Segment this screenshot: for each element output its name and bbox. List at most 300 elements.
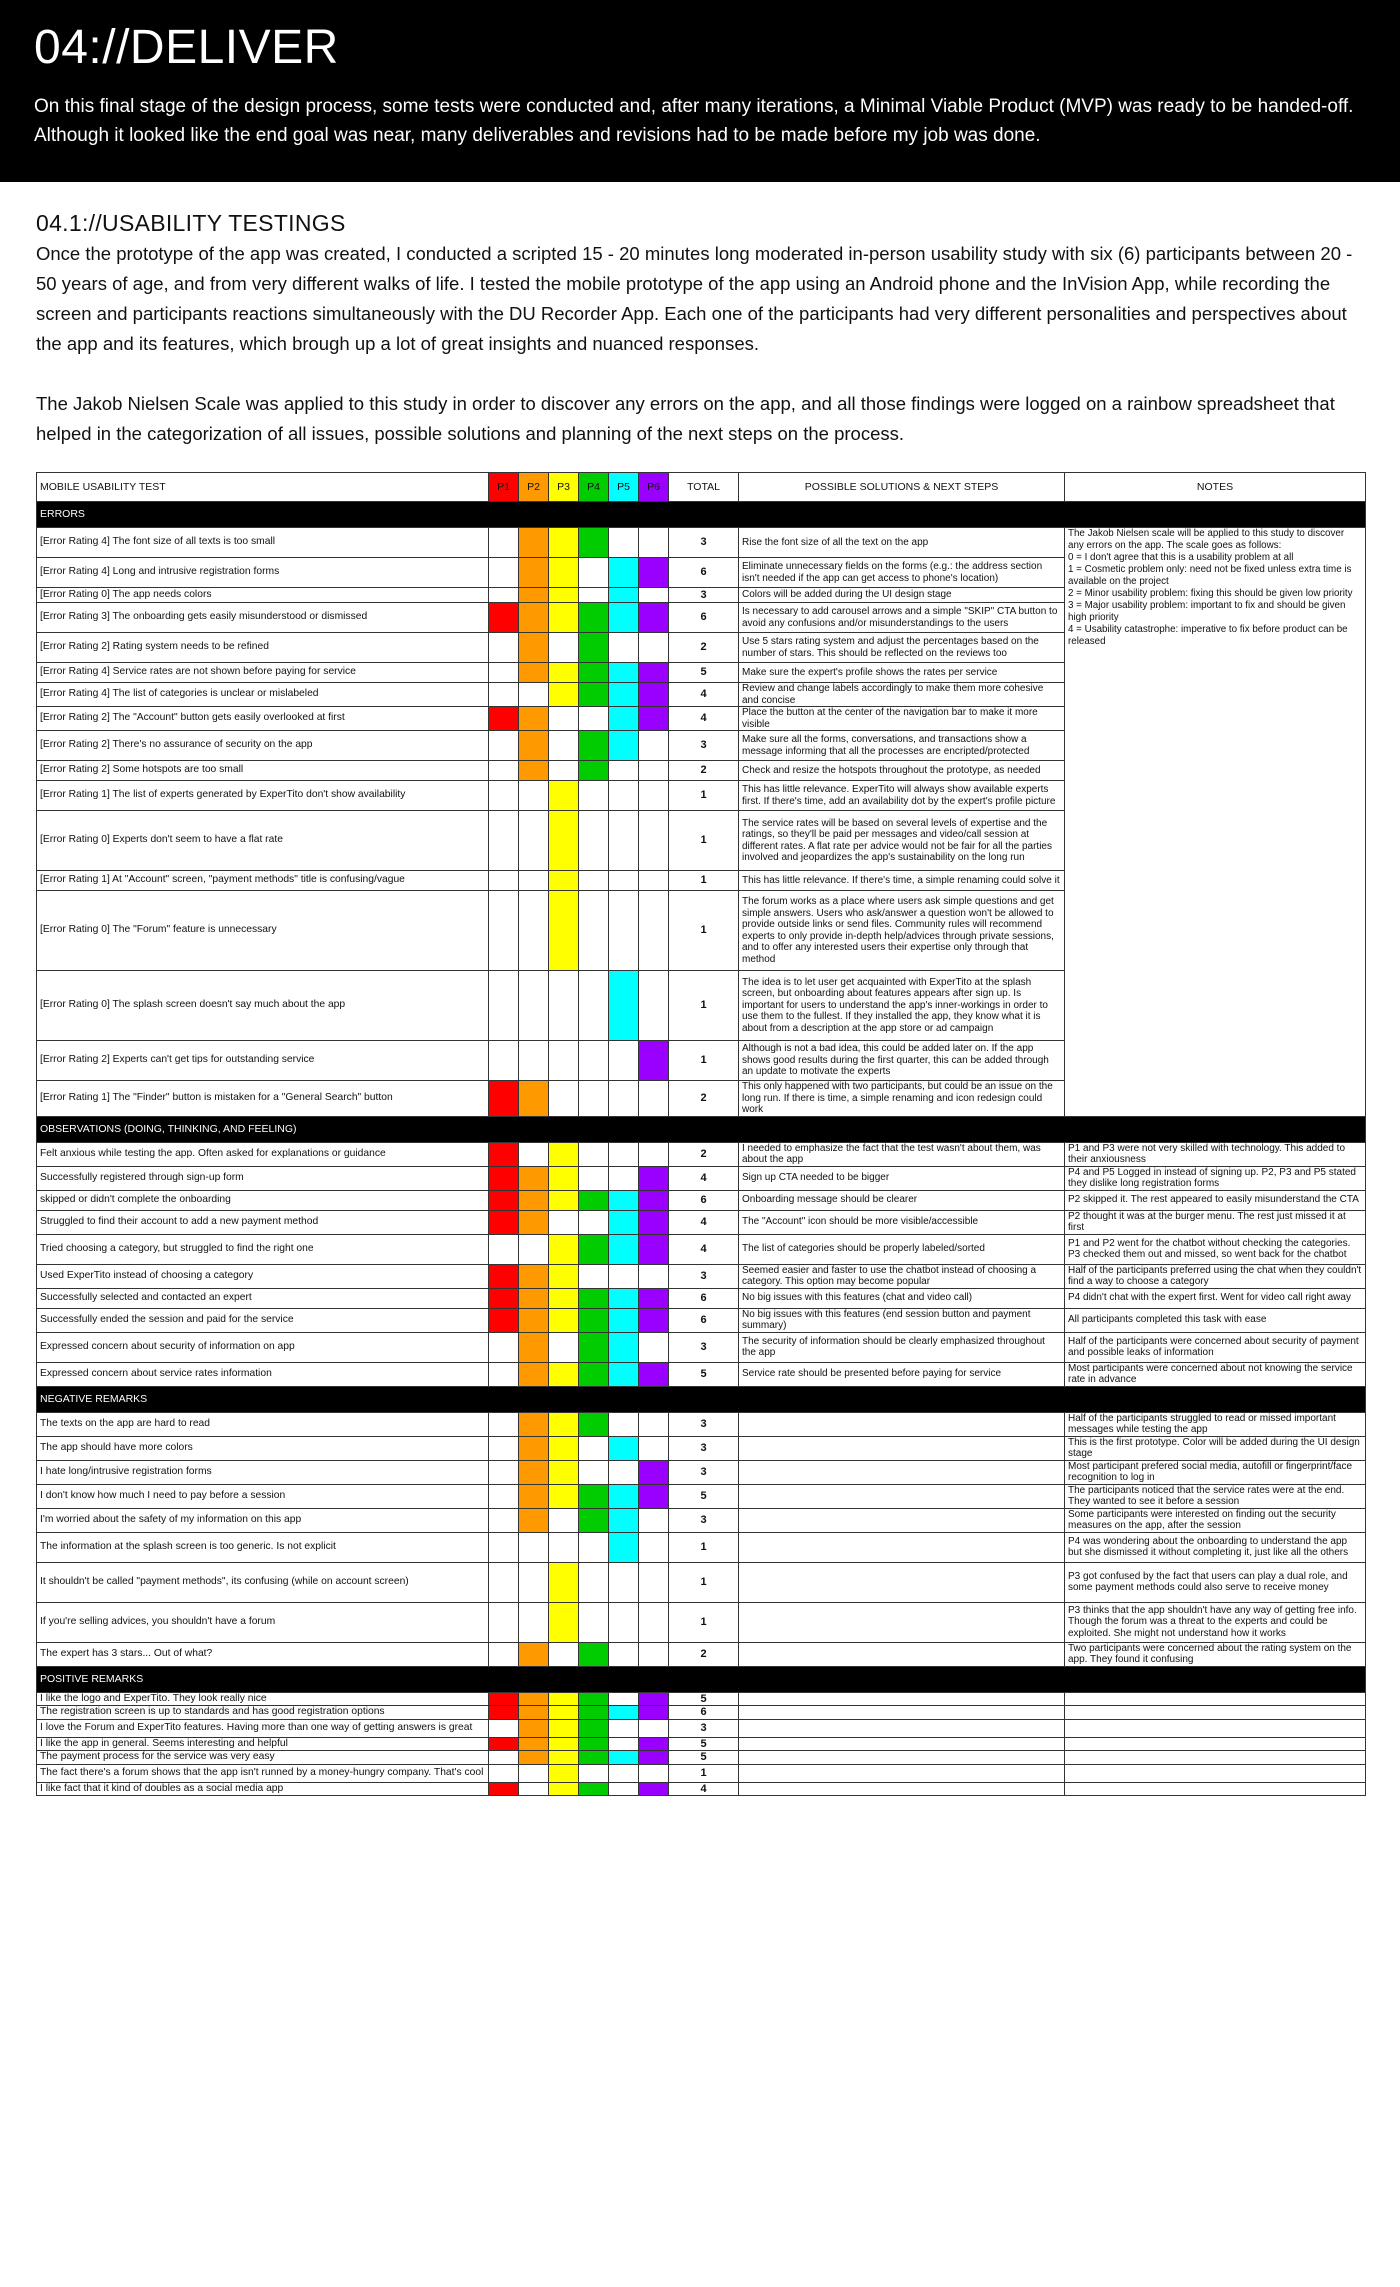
note-cell [1065,1764,1366,1782]
participant-6-cell [639,1190,669,1210]
participant-1-cell [489,1602,519,1642]
participant-4-cell [579,1782,609,1796]
total-cell: 1 [669,811,739,871]
participant-1-cell [489,1642,519,1666]
header-test: MOBILE USABILITY TEST [37,473,489,502]
participant-2-cell [519,1484,549,1508]
participant-3-cell [549,1751,579,1765]
solution-cell [739,1508,1065,1532]
participant-1-cell [489,1412,519,1436]
participant-5-cell [609,1642,639,1666]
test-cell: Tried choosing a category, but struggled to find the right one [37,1234,489,1264]
participant-4-cell [579,1234,609,1264]
participant-5-cell [609,1190,639,1210]
participant-4-cell [579,1210,609,1234]
total-cell: 2 [669,1642,739,1666]
participant-3-cell [549,1041,579,1081]
table-header-row [37,473,1366,502]
total-cell: 4 [669,1166,739,1190]
table-row [37,1288,1366,1308]
participant-2-cell [519,603,549,633]
participant-2-cell [519,707,549,731]
participant-6-cell [639,871,669,891]
note-cell: P1 and P3 were not very skilled with technology. This added to their anxiousness [1065,1142,1366,1166]
participant-3-cell [549,1642,579,1666]
nielsen-scale-note: The Jakob Nielsen scale will be applied to this study to discover any errors on the app. The scale goes as follows: 0 = I don't agree that this is a usability problem at all 1 = Cosmetic problem only: need not be fixed unless extra time is available on the project 2 = Minor usability problem: fixing this should be given low priority 3 = Major usability problem: important to fix and should be given high priority 4 = Usability catastrophe: imperative to fix before product can be released [1065,528,1366,1117]
participant-3-cell [549,1737,579,1751]
participant-1-cell [489,1332,519,1362]
solution-cell: Place the button at the center of the navigation bar to make it more visible [739,707,1065,731]
participant-5-cell [609,811,639,871]
solution-cell [739,1642,1065,1666]
note-cell: P2 thought it was at the burger menu. The rest just missed it at first [1065,1210,1366,1234]
total-cell: 1 [669,1562,739,1602]
solution-cell: The idea is to let user get acquainted with ExperTito at the splash screen, but onboarding about features appears after sign up. Is important for users to understand the app's inner-workings in order to use them to the fullest. If they installed the app, they know what it is about from a description at the app store or ad campaign [739,971,1065,1041]
solution-cell: The forum works as a place where users ask simple questions and get simple answers. Users who ask/answer a question won't be allowed to provide outside links or send files. Community rules will recommend experts to only provide in-depth help/advices through private sessions, and to offer any interested users their expertise only through that method [739,891,1065,971]
test-cell: Successfully selected and contacted an expert [37,1288,489,1308]
total-cell: 6 [669,1190,739,1210]
participant-1-cell [489,1288,519,1308]
participant-5-cell [609,891,639,971]
test-cell: Struggled to find their account to add a new payment method [37,1210,489,1234]
participant-5-cell [609,1706,639,1720]
test-cell: It shouldn't be called "payment methods", its confusing (while on account screen) [37,1562,489,1602]
note-cell: Half of the participants struggled to read or missed important messages while testing the app [1065,1412,1366,1436]
participant-2-cell [519,558,549,588]
participant-5-cell [609,1142,639,1166]
solution-cell [739,1782,1065,1796]
participant-2-cell [519,1706,549,1720]
participant-4-cell [579,731,609,761]
participant-1-cell [489,781,519,811]
test-cell: [Error Rating 4] Service rates are not shown before paying for service [37,663,489,683]
test-cell: The information at the splash screen is too generic. Is not explicit [37,1532,489,1562]
section-header-row [37,1386,1366,1412]
participant-1-cell [489,1436,519,1460]
participant-5-cell [609,1332,639,1362]
participant-4-cell [579,781,609,811]
participant-2-cell [519,663,549,683]
participant-3-cell [549,1264,579,1288]
table-row [37,1751,1366,1765]
solution-cell [739,1532,1065,1562]
test-cell: [Error Rating 2] Some hotspots are too small [37,761,489,781]
note-cell: Most participants were concerned about not knowing the service rate in advance [1065,1362,1366,1386]
participant-1-cell [489,1264,519,1288]
header-p6: P6 [639,473,669,502]
table-row [37,1602,1366,1642]
note-cell: P1 and P2 went for the chatbot without checking the categories. P3 checked them out and missed, so went back for the chatbot [1065,1234,1366,1264]
participant-3-cell [549,1460,579,1484]
test-cell: Expressed concern about security of information on app [37,1332,489,1362]
participant-3-cell [549,761,579,781]
participant-1-cell [489,1532,519,1562]
participant-2-cell [519,1764,549,1782]
participant-4-cell [579,1508,609,1532]
participant-3-cell [549,683,579,707]
participant-3-cell [549,891,579,971]
total-cell: 5 [669,1484,739,1508]
table-row [37,1190,1366,1210]
participant-3-cell [549,1412,579,1436]
header-p1: P1 [489,473,519,502]
participant-4-cell [579,1166,609,1190]
participant-4-cell [579,1081,609,1117]
participant-2-cell [519,871,549,891]
table-row [37,1142,1366,1166]
participant-2-cell [519,811,549,871]
participant-4-cell [579,1264,609,1288]
participant-6-cell [639,1751,669,1765]
solution-cell [739,1436,1065,1460]
table-row [37,1166,1366,1190]
total-cell: 5 [669,663,739,683]
participant-3-cell [549,1081,579,1117]
participant-3-cell [549,1234,579,1264]
participant-4-cell [579,1562,609,1602]
participant-4-cell [579,1308,609,1332]
participant-6-cell [639,781,669,811]
participant-2-cell [519,528,549,558]
participant-5-cell [609,1041,639,1081]
test-cell: [Error Rating 0] Experts don't seem to have a flat rate [37,811,489,871]
participant-4-cell [579,1190,609,1210]
participant-5-cell [609,971,639,1041]
participant-5-cell [609,663,639,683]
participant-1-cell [489,683,519,707]
note-cell: The participants noticed that the service rates were at the end. They wanted to see it before a session [1065,1484,1366,1508]
participant-6-cell [639,1308,669,1332]
total-cell: 5 [669,1362,739,1386]
participant-3-cell [549,603,579,633]
solution-cell [739,1562,1065,1602]
total-cell: 3 [669,731,739,761]
participant-4-cell [579,1412,609,1436]
participant-1-cell [489,1210,519,1234]
participant-4-cell [579,891,609,971]
participant-1-cell [489,1764,519,1782]
usability-table [36,472,1366,1796]
participant-4-cell [579,1719,609,1737]
total-cell: 5 [669,1751,739,1765]
test-cell: [Error Rating 2] There's no assurance of security on the app [37,731,489,761]
solution-cell [739,1602,1065,1642]
participant-2-cell [519,1081,549,1117]
participant-4-cell [579,1460,609,1484]
test-cell: I like the app in general. Seems interesting and helpful [37,1737,489,1751]
test-cell: If you're selling advices, you shouldn't have a forum [37,1602,489,1642]
solution-cell: Make sure all the forms, conversations, and transactions show a message informing that all the processes are encripted/protected [739,731,1065,761]
participant-1-cell [489,1081,519,1117]
participant-6-cell [639,528,669,558]
test-cell: The expert has 3 stars... Out of what? [37,1642,489,1666]
participant-4-cell [579,707,609,731]
participant-2-cell [519,891,549,971]
participant-4-cell [579,683,609,707]
test-cell: [Error Rating 1] At "Account" screen, "payment methods" title is confusing/vague [37,871,489,891]
solution-cell: The service rates will be based on several levels of expertise and the ratings, so they'll be paid per messages and video/call session at different rates. A flat rate per advice would not be fair for all the parties involved and jeopardizes the app's sustainability on the long run [739,811,1065,871]
participant-5-cell [609,871,639,891]
table-row [37,1642,1366,1666]
participant-6-cell [639,1210,669,1234]
total-cell: 1 [669,781,739,811]
participant-5-cell [609,1562,639,1602]
participant-3-cell [549,1142,579,1166]
participant-5-cell [609,603,639,633]
test-cell: The app should have more colors [37,1436,489,1460]
participant-6-cell [639,1484,669,1508]
table-row [37,1719,1366,1737]
participant-5-cell [609,1719,639,1737]
section-header-row [37,502,1366,528]
total-cell: 2 [669,761,739,781]
participant-4-cell [579,1737,609,1751]
participant-1-cell [489,1706,519,1720]
table-row [37,1264,1366,1288]
participant-5-cell [609,1737,639,1751]
solution-cell: The security of information should be clearly emphasized throughout the app [739,1332,1065,1362]
participant-1-cell [489,1362,519,1386]
participant-2-cell [519,1692,549,1706]
participant-2-cell [519,1751,549,1765]
test-cell: Successfully registered through sign-up form [37,1166,489,1190]
participant-1-cell [489,603,519,633]
participant-2-cell [519,1288,549,1308]
total-cell: 2 [669,1081,739,1117]
solution-cell: Although is not a bad idea, this could be added later on. If the app shows good results during the first quarter, this can be added through an update to motivate the experts [739,1041,1065,1081]
participant-1-cell [489,761,519,781]
participant-5-cell [609,1264,639,1288]
total-cell: 2 [669,1142,739,1166]
participant-6-cell [639,1288,669,1308]
table-row [37,1706,1366,1720]
header-p3: P3 [549,473,579,502]
participant-3-cell [549,781,579,811]
participant-3-cell [549,731,579,761]
participant-1-cell [489,707,519,731]
note-cell: P4 didn't chat with the expert first. Went for video call right away [1065,1288,1366,1308]
test-cell: [Error Rating 0] The "Forum" feature is unnecessary [37,891,489,971]
table-row [37,1508,1366,1532]
participant-1-cell [489,1751,519,1765]
solution-cell: The list of categories should be properly labeled/sorted [739,1234,1065,1264]
solution-cell [739,1751,1065,1765]
participant-4-cell [579,1602,609,1642]
participant-5-cell [609,1508,639,1532]
table-row [37,1210,1366,1234]
participant-6-cell [639,971,669,1041]
participant-6-cell [639,1706,669,1720]
test-cell: I don't know how much I need to pay before a session [37,1484,489,1508]
participant-1-cell [489,1142,519,1166]
total-cell: 3 [669,1460,739,1484]
participant-5-cell [609,1532,639,1562]
participant-6-cell [639,1782,669,1796]
test-cell: [Error Rating 2] Experts can't get tips for outstanding service [37,1041,489,1081]
note-cell: P4 was wondering about the onboarding to understand the app but she dismissed it without completing it, just like all the others [1065,1532,1366,1562]
participant-5-cell [609,707,639,731]
participant-2-cell [519,971,549,1041]
total-cell: 3 [669,528,739,558]
section-title-cell: OBSERVATIONS (DOING, THINKING, AND FEELING) [37,1116,1366,1142]
note-cell: Most participant prefered social media, autofill or fingerprint/face recognition to log in [1065,1460,1366,1484]
participant-2-cell [519,1602,549,1642]
participant-5-cell [609,1412,639,1436]
participant-4-cell [579,1532,609,1562]
total-cell: 4 [669,1210,739,1234]
participant-3-cell [549,1602,579,1642]
participant-3-cell [549,1288,579,1308]
table-body [37,502,1366,1796]
participant-4-cell [579,811,609,871]
solution-cell [739,1719,1065,1737]
total-cell: 4 [669,707,739,731]
note-cell: Half of the participants were concerned about security of payment and possible leaks of information [1065,1332,1366,1362]
participant-6-cell [639,1362,669,1386]
participant-3-cell [549,663,579,683]
participant-2-cell [519,1362,549,1386]
note-cell [1065,1692,1366,1706]
participant-1-cell [489,588,519,603]
participant-6-cell [639,1764,669,1782]
participant-1-cell [489,663,519,683]
participant-4-cell [579,1332,609,1362]
participant-5-cell [609,1460,639,1484]
table-row [37,1532,1366,1562]
participant-2-cell [519,731,549,761]
participant-6-cell [639,1234,669,1264]
section-title: 04.1://USABILITY TESTINGS [36,210,346,236]
participant-2-cell [519,1264,549,1288]
participant-3-cell [549,633,579,663]
note-cell: This is the first prototype. Color will be added during the UI design stage [1065,1436,1366,1460]
participant-2-cell [519,761,549,781]
participant-2-cell [519,1508,549,1532]
section-title-cell: ERRORS [37,502,1366,528]
participant-6-cell [639,761,669,781]
solution-cell [739,1484,1065,1508]
participant-6-cell [639,663,669,683]
participant-6-cell [639,1412,669,1436]
participant-1-cell [489,1692,519,1706]
table-row [37,1692,1366,1706]
note-cell [1065,1751,1366,1765]
participant-3-cell [549,1719,579,1737]
total-cell: 4 [669,1234,739,1264]
participant-2-cell [519,1532,549,1562]
participant-4-cell [579,1692,609,1706]
participant-1-cell [489,871,519,891]
participant-1-cell [489,971,519,1041]
table-row [37,1412,1366,1436]
participant-3-cell [549,707,579,731]
total-cell: 2 [669,633,739,663]
test-cell: The registration screen is up to standards and has good registration options [37,1706,489,1720]
participant-5-cell [609,528,639,558]
table-row [37,1460,1366,1484]
participant-6-cell [639,707,669,731]
participant-3-cell [549,1308,579,1332]
participant-2-cell [519,588,549,603]
participant-5-cell [609,1692,639,1706]
participant-2-cell [519,1210,549,1234]
test-cell: The payment process for the service was very easy [37,1751,489,1765]
solution-cell [739,1692,1065,1706]
participant-2-cell [519,1166,549,1190]
participant-4-cell [579,603,609,633]
participant-2-cell [519,1719,549,1737]
participant-4-cell [579,1751,609,1765]
test-cell: I like fact that it kind of doubles as a social media app [37,1782,489,1796]
participant-2-cell [519,1782,549,1796]
solution-cell: Colors will be added during the UI design stage [739,588,1065,603]
solution-cell [739,1706,1065,1720]
test-cell: I love the Forum and ExperTito features. Having more than one way of getting answers is great [37,1719,489,1737]
participant-2-cell [519,1142,549,1166]
participant-2-cell [519,1041,549,1081]
total-cell: 3 [669,1436,739,1460]
participant-1-cell [489,1508,519,1532]
participant-3-cell [549,1692,579,1706]
total-cell: 1 [669,971,739,1041]
total-cell: 3 [669,1412,739,1436]
participant-2-cell [519,633,549,663]
participant-2-cell [519,781,549,811]
total-cell: 6 [669,558,739,588]
table-row [37,1782,1366,1796]
participant-4-cell [579,1484,609,1508]
participant-1-cell [489,1041,519,1081]
participant-2-cell [519,1562,549,1602]
test-cell: [Error Rating 1] The "Finder" button is mistaken for a "General Search" button [37,1081,489,1117]
participant-3-cell [549,1166,579,1190]
participant-6-cell [639,1166,669,1190]
participant-6-cell [639,1264,669,1288]
participant-1-cell [489,1460,519,1484]
participant-1-cell [489,1782,519,1796]
participant-1-cell [489,731,519,761]
participant-2-cell [519,1642,549,1666]
participant-2-cell [519,683,549,707]
total-cell: 3 [669,588,739,603]
solution-cell: Rise the font size of all the text on the app [739,528,1065,558]
participant-1-cell [489,633,519,663]
participant-5-cell [609,1308,639,1332]
participant-5-cell [609,781,639,811]
participant-5-cell [609,731,639,761]
participant-6-cell [639,731,669,761]
note-cell: P3 thinks that the app shouldn't have any way of getting free info. Though the forum was a threat to the experts and could be exploited. She might not understand how it works [1065,1602,1366,1642]
section-title-cell: POSITIVE REMARKS [37,1666,1366,1692]
note-cell: P2 skipped it. The rest appeared to easily misunderstand the CTA [1065,1190,1366,1210]
table-row [37,1332,1366,1362]
note-cell: Some participants were interested on finding out the security measures on the app, after the session [1065,1508,1366,1532]
participant-6-cell [639,1332,669,1362]
solution-cell: This has little relevance. If there's time, a simple renaming could solve it [739,871,1065,891]
participant-6-cell [639,1737,669,1751]
participant-2-cell [519,1436,549,1460]
total-cell: 3 [669,1332,739,1362]
total-cell: 5 [669,1692,739,1706]
participant-6-cell [639,1436,669,1460]
participant-3-cell [549,1532,579,1562]
participant-1-cell [489,1719,519,1737]
participant-6-cell [639,1692,669,1706]
participant-3-cell [549,1484,579,1508]
total-cell: 3 [669,1508,739,1532]
participant-3-cell [549,1436,579,1460]
participant-2-cell [519,1308,549,1332]
